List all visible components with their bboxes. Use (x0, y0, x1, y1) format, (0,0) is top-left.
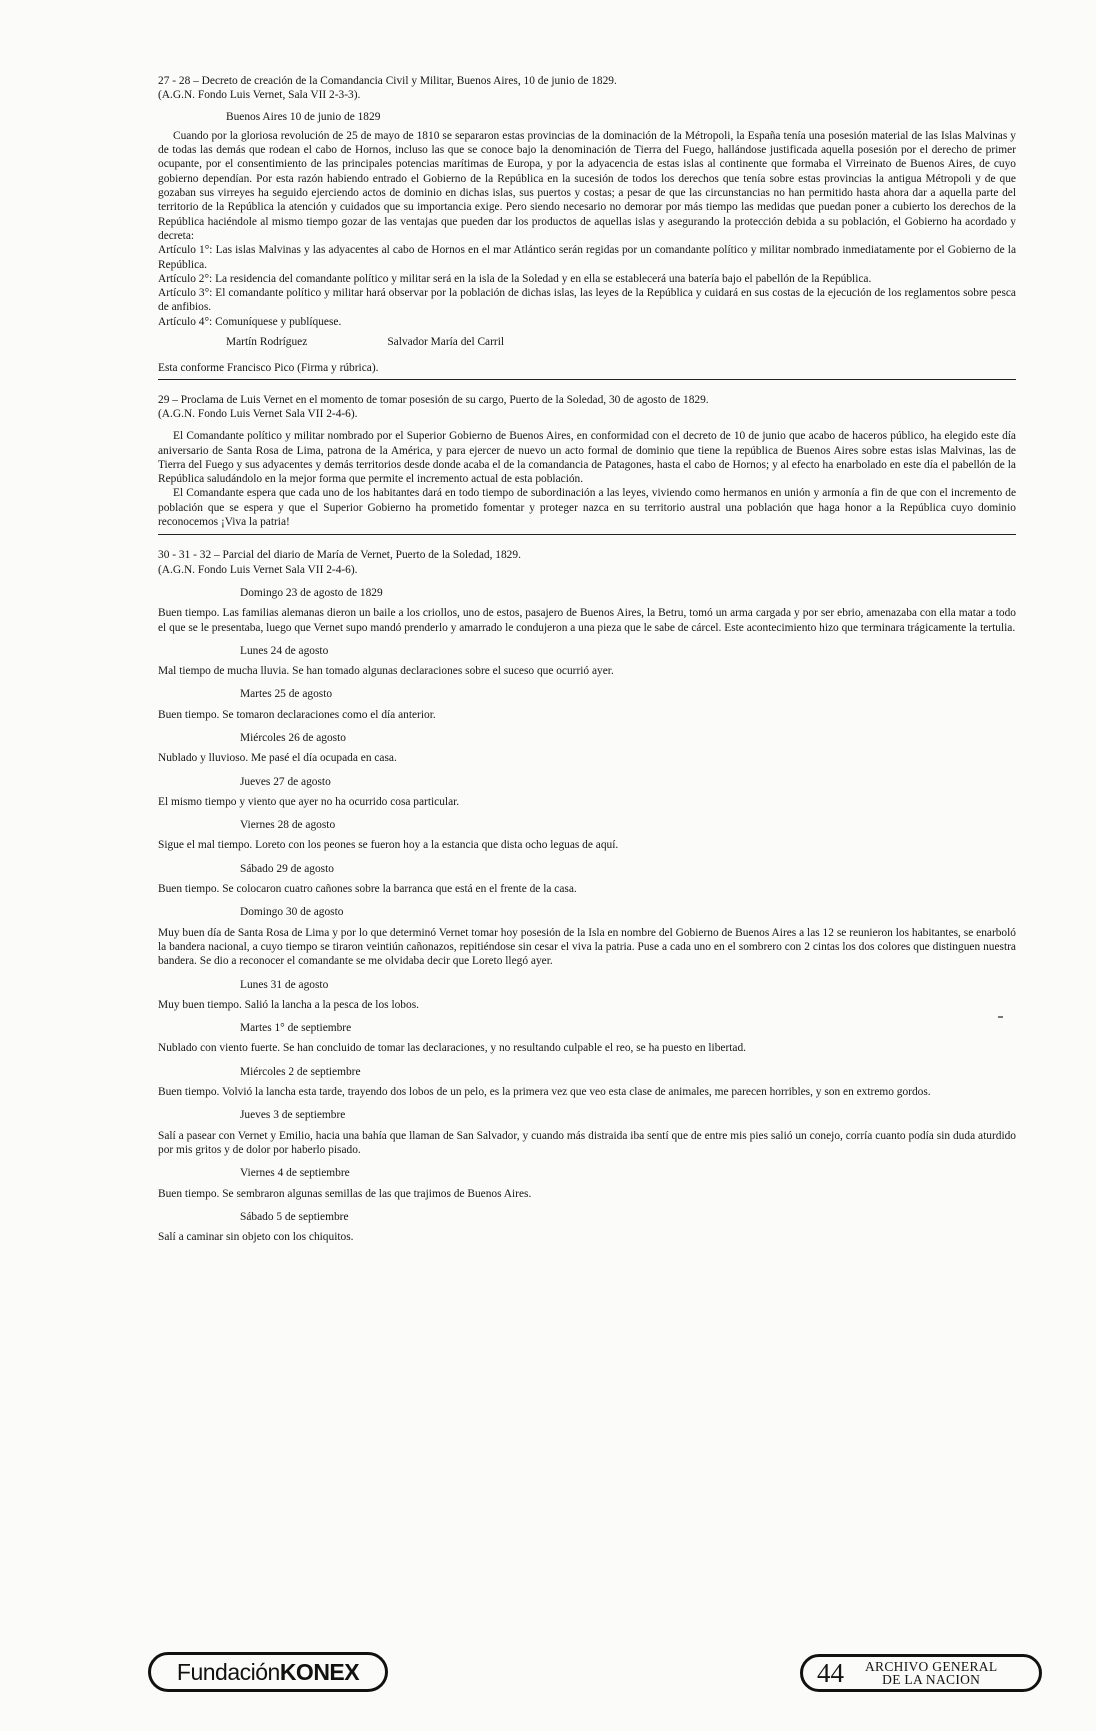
diary-entry-text: Buen tiempo. Las familias alemanas dieron un baile a los criollos, uno de estos, pasajero de Buenos Aires, la Betru, tomó un arma cargada y por ser ebrio, amenazaba con ella matar a todo el que se le presentaba, luego que Vernet supo mandó prenderlo y amarrado le condujeron a una pieza que le sabe de cárcel. Este acontecimiento hizo que terminara trágicamente la tertulia. (158, 607, 1016, 634)
page-content (158, 74, 1016, 1253)
diary-entry-text: Mal tiempo de mucha lluvia. Se han tomado algunas declaraciones sobre el suceso que ocurrió ayer. (158, 665, 614, 678)
proclamation-section (158, 393, 1016, 530)
proclamation-title: 29 – Proclama de Luis Vernet en el momento de tomar posesión de su cargo, Puerto de la Soledad, 30 de agosto de 1829. (158, 393, 709, 406)
proclamation-paragraph-1: El Comandante político y militar nombrado por el Superior Gobierno de Buenos Aires, en conformidad con el decreto de 10 de junio que acabo de haceros público, ha elegido este día aniversario de Santa Rosa de Lima, patrona de la América, y para ejercer de nuevo un acto formal de dominio que tiene la república de Buenos Aires sobre estas islas Malvinas, las de Tierra del Fuego y sus adyacentes y demás territorios desde donde acaba el de la comandancia de Patagones, hasta el cabo de Hornos; y al efecto ha enarbolado en este día el pabellón de la República saludándolo en la mejor forma que permite el incremento actual de esta población. (158, 430, 1016, 486)
konex-logo-word-1: Fundación (176, 1658, 280, 1685)
decree-article-3: Artículo 3°: El comandante político y militar hará observar por la población de dichas islas, las leyes de la República y cuidará en sus costas de la ejecución de los reglamentos sobre pesca de anfibios. (158, 287, 1016, 314)
decree-signatures (226, 335, 1016, 349)
decree-title: 27 - 28 – Decreto de creación de la Comandancia Civil y Militar, Buenos Aires, 10 de junio de 1829. (158, 75, 617, 87)
diary-entry-date: Martes 25 de agosto (240, 688, 333, 701)
agn-logo-line-1: ARCHIVO GENERAL (865, 1659, 998, 1674)
signature-rodriguez: Martín Rodríguez (226, 336, 308, 349)
diary-entry-text: Nublado con viento fuerte. Se han concluido de tomar las declaraciones, y no resultando culpable el reo, se ha puesto en libertad. (158, 1042, 746, 1055)
section-divider-1 (158, 379, 1016, 380)
diary-entry-text: Salí a caminar sin objeto con los chiquitos. (158, 1231, 354, 1244)
diary-entry-text: Buen tiempo. Se tomaron declaraciones como el día anterior. (158, 708, 436, 721)
diary-section (158, 548, 1016, 1244)
diary-entry-text: Sigue el mal tiempo. Loreto con los peones se fueron hoy a la estancia que dista ocho leguas de aquí. (158, 839, 619, 852)
fundacion-konex-logo (148, 1652, 388, 1692)
diary-entry-text: Salí a pasear con Vernet y Emilio, hacia una bahía que llaman de San Salvador, y cuando más distraida iba sentí que de entre mis pies salió un conejo, corría cuanto podía sin duda aturdido por mis gritos y de dolor por haberlo pisado. (158, 1129, 1016, 1156)
decree-source: (A.G.N. Fondo Luis Vernet, Sala VII 2-3-3). (158, 89, 361, 102)
proclamation-source: (A.G.N. Fondo Luis Vernet Sala VII 2-4-6). (158, 407, 358, 420)
diary-entries (158, 586, 1016, 1245)
diary-entry-date: Domingo 23 de agosto de 1829 (240, 586, 383, 599)
proclamation-paragraph-2: El Comandante espera que cada uno de los habitantes dará en todo tiempo de subordinación a las leyes, viviendo como hermanos en unión y armonía a fin de que con el incremento de población que se espera y que el Superior Gobierno ha prometido fomentar y proteger nazca en su territorio austral una población que haga honor a la República cuyo dominio reconocemos ¡Viva la patria! (158, 487, 1016, 529)
diary-entry-date: Viernes 4 de septiembre (240, 1167, 350, 1180)
diary-entry-text: El mismo tiempo y viento que ayer no ha ocurrido cosa particular. (158, 795, 460, 808)
diary-entry-date: Viernes 28 de agosto (240, 819, 336, 832)
diary-entry-date: Jueves 3 de septiembre (240, 1109, 346, 1122)
diary-title: 30 - 31 - 32 – Parcial del diario de María de Vernet, Puerto de la Soledad, 1829. (158, 549, 521, 562)
diary-entry-date: Miércoles 2 de septiembre (240, 1065, 361, 1078)
konex-logo-word-2: KONEX (279, 1658, 360, 1685)
decree-preamble: Cuando por la gloriosa revolución de 25 de mayo de 1810 se separaron estas provincias de la dominación de la Métropoli, la España tenía una posesión material de las Islas Malvinas y de todas las demás que rodean el cabo de Hornos, incluso las que se conoce bajo la denominación de Tierra del Fuego, hallándose justificada aquella posesión por el derecho de primer ocupante, por el consentimiento de las principales potencias marítimas de Europa, y por la adyacencia de estas islas al continente que formaba el Virreinato de Buenos Aires, de cuyo gobierno dependían. Por esta razón habiendo entrado el Gobierno de la República en la sucesión de todos los derechos que tenía sobre estas provincias la antigua Métropoli y de que gozaban sus virreyes ha seguido ejerciendo actos de dominio en dichas islas, sus puertos y costas; a pesar de que las circunstancias no han permitido hasta ahora dar a aquella parte del territorio de la República la atención y cuidados que su importancia exige. Pero siendo necesario no demorar por más tiempo las medidas que puedan poner a cubierto los derechos de la República haciéndole al mismo tiempo gozar de las ventajas que pueden dar los productos de aquellas islas y asegurando la protección debida a su población, el Gobierno ha acordado y decreta: (158, 129, 1016, 242)
diary-entry-text: Buen tiempo. Se sembraron algunas semillas de las que trajimos de Buenos Aires. (158, 1187, 532, 1200)
decree-article-1: Artículo 1°: Las islas Malvinas y las adyacentes al cabo de Hornos en el mar Atlántico serán regidas por un comandante político y militar nombrado inmediatamente por el Gobierno de la República. (158, 244, 1016, 271)
diary-entry-text: Nublado y lluvioso. Me pasé el día ocupada en casa. (158, 752, 397, 765)
diary-source: (A.G.N. Fondo Luis Vernet Sala VII 2-4-6). (158, 563, 358, 576)
decree-article-4: Artículo 4°: Comuníquese y publíquese. (158, 315, 342, 328)
diary-entry-date: Jueves 27 de agosto (240, 775, 331, 788)
page-number: 44 (817, 1657, 844, 1688)
diary-entry-date: Sábado 29 de agosto (240, 862, 334, 875)
diary-entry-date: Sábado 5 de septiembre (240, 1210, 349, 1223)
decree-dateline: Buenos Aires 10 de junio de 1829 (226, 110, 381, 123)
diary-entry-text: Buen tiempo. Volvió la lancha esta tarde, trayendo dos lobos de un pelo, es la primera vez que veo esta clase de animales, me parecen horribles, y son en extremo gordos. (158, 1086, 931, 1099)
archivo-general-logo (800, 1654, 1042, 1692)
decree-conformity: Esta conforme Francisco Pico (Firma y rúbrica). (158, 362, 379, 375)
diary-entry-text: Buen tiempo. Se colocaron cuatro cañones sobre la barranca que está en el frente de la casa. (158, 883, 577, 896)
scan-speck (998, 1016, 1003, 1018)
diary-entry-date: Lunes 31 de agosto (240, 978, 329, 991)
diary-entry-date: Martes 1° de septiembre (240, 1022, 352, 1035)
diary-entry-date: Lunes 24 de agosto (240, 644, 329, 657)
diary-entry-date: Miércoles 26 de agosto (240, 731, 346, 744)
decree-article-2: Artículo 2°: La residencia del comandante político y militar será en la isla de la Soledad y en ella se establecerá una batería bajo el pabellón de la República. (158, 272, 872, 285)
decree-section (158, 74, 1016, 376)
diary-entry-date: Domingo 30 de agosto (240, 906, 344, 919)
diary-entry-text: Muy buen día de Santa Rosa de Lima y por lo que determinó Vernet tomar hoy posesión de la Isla en nombre del Gobierno de Buenos Aires a las 12 se reunieron los habitantes, se enarboló la bandera nacional, a cuyo tiempo se tiraron veintiún cañonazos, repitiéndose sin cesar el viva la patria. Puse a cada uno en el sombrero con 2 cintas los dos colores que distinguen nuestra bandera. Se dio a reconocer el comandante se me olvidaba decir que Loreto llegó ayer. (158, 926, 1016, 968)
diary-entry-text: Muy buen tiempo. Salió la lancha a la pesca de los lobos. (158, 998, 419, 1011)
agn-logo-text (865, 1660, 997, 1686)
agn-logo-line-2: DE LA NACION (882, 1672, 981, 1687)
section-divider-2 (158, 534, 1016, 535)
signature-carril: Salvador María del Carril (387, 336, 505, 349)
